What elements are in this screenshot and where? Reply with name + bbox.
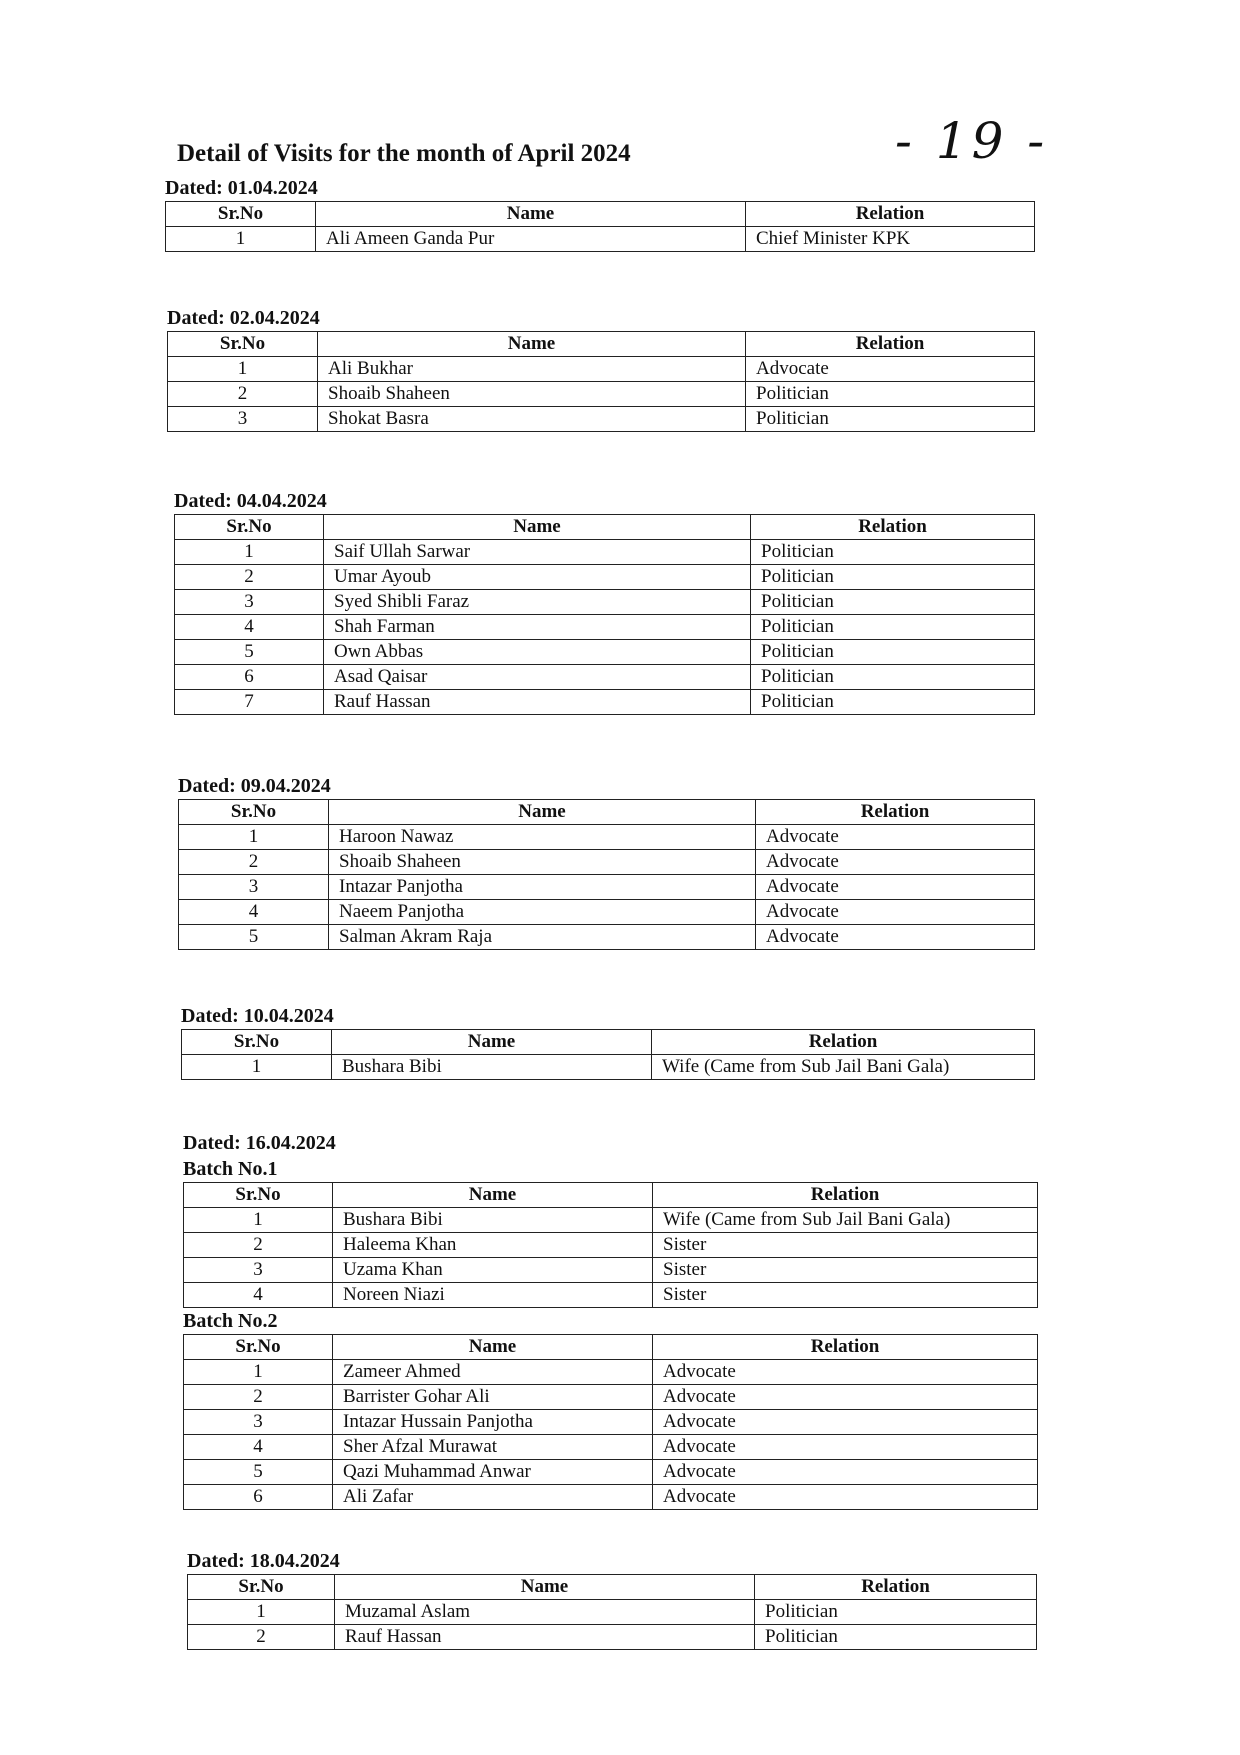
cell-relation: Politician xyxy=(746,382,1035,407)
table-row xyxy=(175,540,1035,565)
col-header-relation: Relation xyxy=(756,800,1035,825)
visit-section-0104 xyxy=(165,175,1035,252)
cell-name: Own Abbas xyxy=(324,640,751,665)
visits-table xyxy=(167,331,1035,432)
visit-section-0404 xyxy=(174,488,1035,715)
cell-sr: 3 xyxy=(184,1410,333,1435)
col-header-relation: Relation xyxy=(653,1335,1038,1360)
table-row xyxy=(179,850,1035,875)
cell-relation: Advocate xyxy=(653,1485,1038,1510)
table-row xyxy=(184,1385,1038,1410)
visit-section-1604 xyxy=(183,1130,1038,1510)
cell-sr: 2 xyxy=(184,1233,333,1258)
cell-sr: 1 xyxy=(182,1055,332,1080)
cell-name: Zameer Ahmed xyxy=(333,1360,653,1385)
cell-name: Saif Ullah Sarwar xyxy=(324,540,751,565)
table-row xyxy=(175,565,1035,590)
col-header-sr: Sr.No xyxy=(166,202,316,227)
table-header-row xyxy=(166,202,1035,227)
table-row xyxy=(175,640,1035,665)
cell-sr: 3 xyxy=(184,1258,333,1283)
table-row xyxy=(166,227,1035,252)
visits-table xyxy=(178,799,1035,950)
cell-relation: Politician xyxy=(751,665,1035,690)
cell-sr: 1 xyxy=(184,1208,333,1233)
cell-name: Ali Bukhar xyxy=(318,357,746,382)
table-header-row xyxy=(184,1335,1038,1360)
visit-section-1004 xyxy=(181,1003,1035,1080)
cell-name: Qazi Muhammad Anwar xyxy=(333,1460,653,1485)
cell-name: Shoaib Shaheen xyxy=(318,382,746,407)
cell-name: Uzama Khan xyxy=(333,1258,653,1283)
cell-name: Muzamal Aslam xyxy=(335,1600,755,1625)
section-date: Dated: 10.04.2024 xyxy=(181,1005,334,1027)
table-header-row xyxy=(182,1030,1035,1055)
cell-name: Salman Akram Raja xyxy=(329,925,756,950)
cell-sr: 2 xyxy=(168,382,318,407)
cell-relation: Advocate xyxy=(653,1385,1038,1410)
col-header-name: Name xyxy=(333,1183,653,1208)
section-date: Dated: 02.04.2024 xyxy=(167,307,320,329)
table-row xyxy=(184,1410,1038,1435)
cell-name: Bushara Bibi xyxy=(332,1055,652,1080)
table-row xyxy=(184,1258,1038,1283)
cell-name: Rauf Hassan xyxy=(335,1625,755,1650)
visit-section-0204 xyxy=(167,305,1035,432)
cell-sr: 2 xyxy=(188,1625,335,1650)
col-header-name: Name xyxy=(324,515,751,540)
col-header-sr: Sr.No xyxy=(184,1335,333,1360)
batch-label: Batch No.2 xyxy=(183,1310,278,1332)
table-row xyxy=(179,825,1035,850)
cell-name: Asad Qaisar xyxy=(324,665,751,690)
batch-label: Batch No.1 xyxy=(183,1158,278,1180)
visit-section-0904 xyxy=(178,773,1035,950)
cell-relation: Chief Minister KPK xyxy=(746,227,1035,252)
cell-relation: Politician xyxy=(746,407,1035,432)
cell-relation: Advocate xyxy=(653,1435,1038,1460)
col-header-relation: Relation xyxy=(652,1030,1035,1055)
table-row xyxy=(184,1233,1038,1258)
table-row xyxy=(168,382,1035,407)
cell-sr: 2 xyxy=(179,850,329,875)
cell-name: Shoaib Shaheen xyxy=(329,850,756,875)
table-row xyxy=(168,357,1035,382)
cell-name: Barrister Gohar Ali xyxy=(333,1385,653,1410)
table-header-row xyxy=(188,1575,1037,1600)
cell-name: Umar Ayoub xyxy=(324,565,751,590)
page-title: Detail of Visits for the month of April 2024 xyxy=(177,140,631,167)
table-row xyxy=(179,900,1035,925)
cell-relation: Advocate xyxy=(653,1410,1038,1435)
cell-sr: 1 xyxy=(188,1600,335,1625)
section-date: Dated: 01.04.2024 xyxy=(165,177,318,199)
visits-table-batch-2 xyxy=(183,1334,1038,1510)
page-number: - 19 - xyxy=(895,112,1049,170)
cell-sr: 1 xyxy=(179,825,329,850)
cell-relation: Sister xyxy=(653,1233,1038,1258)
col-header-relation: Relation xyxy=(653,1183,1038,1208)
table-row xyxy=(188,1625,1037,1650)
col-header-name: Name xyxy=(329,800,756,825)
cell-sr: 3 xyxy=(168,407,318,432)
table-row xyxy=(175,615,1035,640)
col-header-relation: Relation xyxy=(746,202,1035,227)
cell-name: Intazar Panjotha xyxy=(329,875,756,900)
cell-sr: 6 xyxy=(184,1485,333,1510)
cell-relation: Politician xyxy=(751,540,1035,565)
col-header-sr: Sr.No xyxy=(168,332,318,357)
cell-name: Ali Zafar xyxy=(333,1485,653,1510)
cell-sr: 6 xyxy=(175,665,324,690)
cell-name: Shokat Basra xyxy=(318,407,746,432)
table-row xyxy=(184,1283,1038,1308)
cell-relation: Sister xyxy=(653,1258,1038,1283)
cell-relation: Advocate xyxy=(746,357,1035,382)
cell-sr: 5 xyxy=(179,925,329,950)
table-row xyxy=(179,875,1035,900)
col-header-name: Name xyxy=(318,332,746,357)
col-header-sr: Sr.No xyxy=(188,1575,335,1600)
cell-relation: Advocate xyxy=(653,1460,1038,1485)
cell-relation: Advocate xyxy=(756,900,1035,925)
table-row xyxy=(175,590,1035,615)
table-row xyxy=(184,1360,1038,1385)
cell-name: Rauf Hassan xyxy=(324,690,751,715)
cell-name: Syed Shibli Faraz xyxy=(324,590,751,615)
cell-sr: 4 xyxy=(179,900,329,925)
col-header-name: Name xyxy=(333,1335,653,1360)
table-header-row xyxy=(184,1183,1038,1208)
table-row xyxy=(175,690,1035,715)
cell-relation: Politician xyxy=(751,565,1035,590)
cell-relation: Politician xyxy=(751,615,1035,640)
cell-sr: 4 xyxy=(184,1435,333,1460)
cell-name: Haleema Khan xyxy=(333,1233,653,1258)
cell-relation: Advocate xyxy=(653,1360,1038,1385)
col-header-name: Name xyxy=(335,1575,755,1600)
cell-relation: Advocate xyxy=(756,825,1035,850)
cell-relation: Wife (Came from Sub Jail Bani Gala) xyxy=(652,1055,1035,1080)
cell-sr: 1 xyxy=(184,1360,333,1385)
visits-table xyxy=(174,514,1035,715)
table-row xyxy=(182,1055,1035,1080)
cell-relation: Politician xyxy=(751,640,1035,665)
visits-table-batch-1 xyxy=(183,1182,1038,1308)
col-header-relation: Relation xyxy=(746,332,1035,357)
cell-sr: 4 xyxy=(175,615,324,640)
table-row xyxy=(184,1435,1038,1460)
cell-relation: Advocate xyxy=(756,925,1035,950)
col-header-sr: Sr.No xyxy=(179,800,329,825)
cell-name: Naeem Panjotha xyxy=(329,900,756,925)
cell-relation: Politician xyxy=(755,1600,1037,1625)
table-row xyxy=(179,925,1035,950)
cell-sr: 1 xyxy=(166,227,316,252)
visits-table xyxy=(187,1574,1037,1650)
table-row xyxy=(184,1485,1038,1510)
cell-sr: 5 xyxy=(184,1460,333,1485)
cell-sr: 5 xyxy=(175,640,324,665)
cell-relation: Politician xyxy=(751,590,1035,615)
col-header-relation: Relation xyxy=(751,515,1035,540)
col-header-name: Name xyxy=(316,202,746,227)
cell-name: Shah Farman xyxy=(324,615,751,640)
visit-section-1804 xyxy=(187,1548,1037,1650)
cell-relation: Wife (Came from Sub Jail Bani Gala) xyxy=(653,1208,1038,1233)
cell-name: Sher Afzal Murawat xyxy=(333,1435,653,1460)
table-row xyxy=(168,407,1035,432)
table-header-row xyxy=(168,332,1035,357)
cell-name: Haroon Nawaz xyxy=(329,825,756,850)
table-header-row xyxy=(175,515,1035,540)
cell-relation: Sister xyxy=(653,1283,1038,1308)
table-header-row xyxy=(179,800,1035,825)
table-row xyxy=(175,665,1035,690)
col-header-sr: Sr.No xyxy=(184,1183,333,1208)
cell-name: Ali Ameen Ganda Pur xyxy=(316,227,746,252)
cell-sr: 2 xyxy=(175,565,324,590)
col-header-sr: Sr.No xyxy=(182,1030,332,1055)
section-date: Dated: 04.04.2024 xyxy=(174,490,327,512)
visits-table xyxy=(181,1029,1035,1080)
cell-relation: Advocate xyxy=(756,850,1035,875)
table-row xyxy=(184,1208,1038,1233)
col-header-relation: Relation xyxy=(755,1575,1037,1600)
table-row xyxy=(188,1600,1037,1625)
table-row xyxy=(184,1460,1038,1485)
section-date: Dated: 09.04.2024 xyxy=(178,775,331,797)
cell-name: Bushara Bibi xyxy=(333,1208,653,1233)
cell-relation: Politician xyxy=(751,690,1035,715)
cell-sr: 7 xyxy=(175,690,324,715)
cell-sr: 3 xyxy=(175,590,324,615)
col-header-sr: Sr.No xyxy=(175,515,324,540)
section-date: Dated: 18.04.2024 xyxy=(187,1550,340,1572)
cell-name: Noreen Niazi xyxy=(333,1283,653,1308)
cell-relation: Politician xyxy=(755,1625,1037,1650)
cell-sr: 1 xyxy=(175,540,324,565)
cell-sr: 3 xyxy=(179,875,329,900)
col-header-name: Name xyxy=(332,1030,652,1055)
cell-name: Intazar Hussain Panjotha xyxy=(333,1410,653,1435)
section-date: Dated: 16.04.2024 xyxy=(183,1132,336,1154)
cell-sr: 2 xyxy=(184,1385,333,1410)
visits-table xyxy=(165,201,1035,252)
cell-relation: Advocate xyxy=(756,875,1035,900)
cell-sr: 1 xyxy=(168,357,318,382)
cell-sr: 4 xyxy=(184,1283,333,1308)
